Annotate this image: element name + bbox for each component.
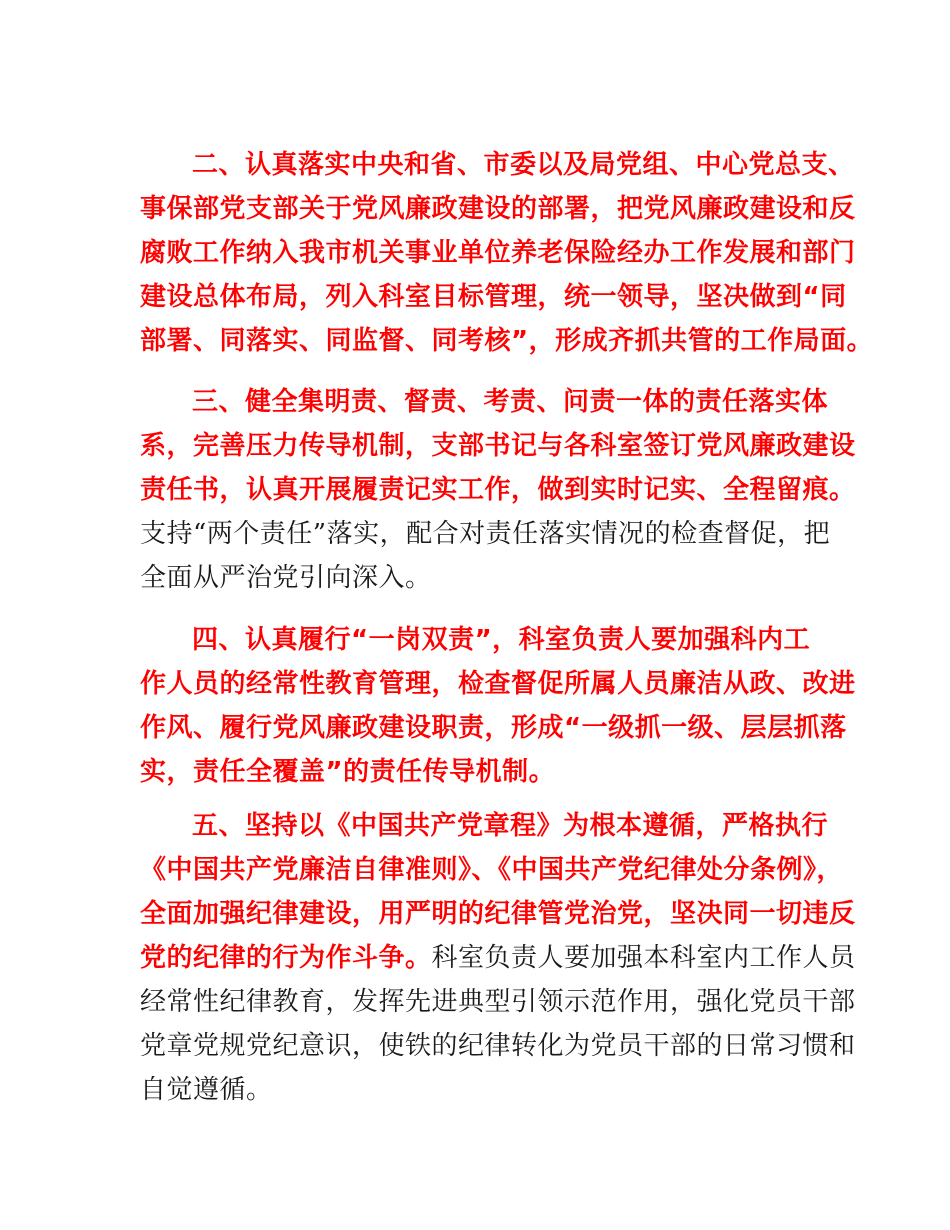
paragraph-line: 二、认真落实中央和省、市委以及局党组、中心党总支、	[192, 150, 855, 180]
paragraph-line-mixed	[140, 936, 856, 980]
paragraph-line: 腐败工作纳入我市机关事业单位养老保险经办工作发展和部门	[140, 238, 856, 268]
paragraph-line: 三、健全集明责、督责、考责、问责一体的责任落实体	[192, 387, 829, 417]
paragraph-line: 《中国共产党廉洁自律准则》、《中国共产党纪律处分条例》，	[140, 855, 844, 885]
paragraph-line: 全面加强纪律建设，用严明的纪律管党治党，坚决同一切违反	[140, 899, 856, 929]
paragraph-line: 四、认真履行“一岗双责”，科室负责人要加强科内工	[192, 625, 811, 655]
paragraph-line: 五、坚持以《中国共产党章程》为根本遵循，严格执行	[192, 811, 829, 841]
paragraph-line: 支持“两个责任”落实，配合对责任落实情况的检查督促，把	[140, 519, 831, 549]
paragraph-line: 事保部党支部关于党风廉政建设的部署，把党风廉政建设和反	[140, 194, 856, 224]
paragraph-line: 作人员的经常性教育管理，检查督促所属人员廉洁从政、改进	[140, 669, 856, 699]
paragraph-line: 党章党规党纪意识，使铁的纪律转化为党员干部的日常习惯和	[140, 1031, 856, 1061]
paragraph-section-2	[140, 143, 874, 363]
paragraph-line: 部署、同落实、同监督、同考核”，形成齐抓共管的工作局面。	[140, 326, 874, 356]
paragraph-line: 实，责任全覆盖”的责任传导机制。	[140, 757, 556, 787]
paragraph-section-5	[140, 804, 856, 1112]
paragraph-line: 建设总体布局，列入科室目标管理，统一领导，坚决做到“同	[140, 282, 847, 312]
paragraph-line-continuation: 科室负责人要加强本科室内工作人员	[431, 943, 856, 973]
paragraph-line: 责任书，认真开展履责记实工作，做到实时记实、全程留痕。	[140, 475, 856, 505]
paragraph-section-3	[140, 380, 856, 600]
paragraph-section-4	[140, 618, 856, 794]
paragraph-line: 作风、履行党风廉政建设职责，形成“一级抓一级、层层抓落	[140, 713, 847, 743]
paragraph-line-emphasis: 党的纪律的行为作斗争。	[140, 943, 432, 973]
paragraph-line: 经常性纪律教育，发挥先进典型引领示范作用，强化党员干部	[140, 987, 856, 1017]
paragraph-line: 全面从严治党引向深入。	[140, 563, 432, 593]
paragraph-line: 自觉遵循。	[140, 1075, 273, 1105]
paragraph-line: 系，完善压力传导机制，支部书记与各科室签订党风廉政建设	[140, 431, 856, 461]
